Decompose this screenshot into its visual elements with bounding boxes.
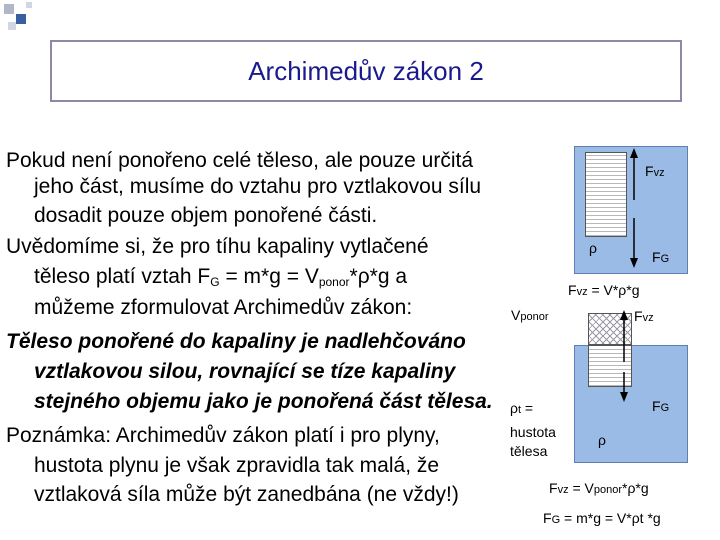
eq-sub: vz (576, 286, 588, 298)
eq-sub: G (551, 514, 561, 526)
density-label: ρ (589, 240, 597, 256)
corner-decoration (0, 0, 30, 30)
text-line: Uvědomíme si, že pro tíhu kapaliny vytlačené (6, 235, 429, 258)
body-density-label (510, 400, 533, 416)
eq-text: F (568, 282, 577, 298)
eq-text: = V (568, 480, 594, 496)
arrow-up-head (620, 310, 628, 320)
eq-text: F (549, 480, 558, 496)
force-label-fg (652, 249, 669, 265)
arrow-up-head (630, 148, 638, 158)
note-line: vztlaková síla může být zanedbána (ne vždy!) (34, 483, 459, 506)
label-text: V (511, 307, 521, 323)
text-line: můžeme zformulovat Archimedův zákon: (34, 296, 413, 319)
deco-square (4, 4, 14, 14)
force-label-fg (652, 398, 669, 414)
text-subscript: ponor (318, 275, 350, 289)
force-label-fvz (634, 308, 654, 324)
label-text: F (645, 163, 654, 179)
vponor-label (511, 307, 548, 323)
equation-bottom-2 (543, 510, 661, 526)
telesa-label: tělesa (510, 443, 548, 459)
text-line: jeho část, musíme do vztahu pro vztlakovou sílu (34, 175, 482, 198)
label-sub: vz (653, 167, 665, 179)
title-box (50, 40, 682, 102)
note-line: Poznámka: Archimedův zákon platí i pro plyny, (6, 424, 440, 447)
density-label: ρ (598, 432, 606, 448)
label-text: F (634, 308, 643, 324)
deco-square (16, 14, 26, 24)
hustota-label: hustota (510, 424, 556, 440)
text-line: Pokud není ponořeno celé těleso, ale pouze určitá (6, 149, 473, 172)
deco-square (8, 22, 16, 30)
label-sub: t (517, 404, 522, 416)
label-text: = (521, 400, 534, 416)
deco-square (26, 2, 32, 8)
label-text: F (652, 249, 661, 265)
law-line: vztlakovou silou, rovnající se tíze kapaliny (34, 360, 456, 383)
eq-sub: vz (557, 484, 569, 496)
text-line: dosadit pouze objem ponořené části. (34, 204, 378, 227)
label-text: F (652, 398, 661, 414)
label-text: ρ (510, 400, 518, 416)
text-fragment: *ρ*g a (349, 265, 408, 288)
label-sub: G (660, 402, 670, 414)
page-title: Archimedův zákon 2 (248, 56, 484, 86)
text-fragment: = m*g = V (219, 265, 319, 288)
force-arrows-bottom (574, 300, 688, 430)
eq-text: *ρ*g (622, 480, 649, 496)
eq-sub: ponor (593, 484, 622, 496)
arrow-down-head (620, 392, 628, 402)
label-sub: ponor (520, 311, 549, 323)
equation-bottom-1 (549, 480, 649, 496)
note-line: hustota plynu je však zpravidla tak malá, že (34, 454, 440, 477)
force-label-fvz (645, 163, 665, 179)
law-line: Těleso ponořené do kapaliny je nadlehčováno (6, 330, 466, 353)
eq-text: F (543, 510, 552, 526)
eq-text: = m*g = V*ρt *g (560, 510, 661, 526)
text-fragment: těleso platí vztah F (34, 265, 211, 288)
text-line (34, 263, 407, 296)
label-sub: vz (642, 312, 654, 324)
text-subscript: G (210, 275, 220, 289)
law-line: stejného objemu jako je ponořená část tělesa. (34, 390, 493, 413)
label-sub: G (660, 253, 670, 265)
arrow-down-head (630, 258, 638, 268)
eq-text: = V*ρ*g (587, 282, 640, 298)
equation-top (568, 282, 640, 298)
